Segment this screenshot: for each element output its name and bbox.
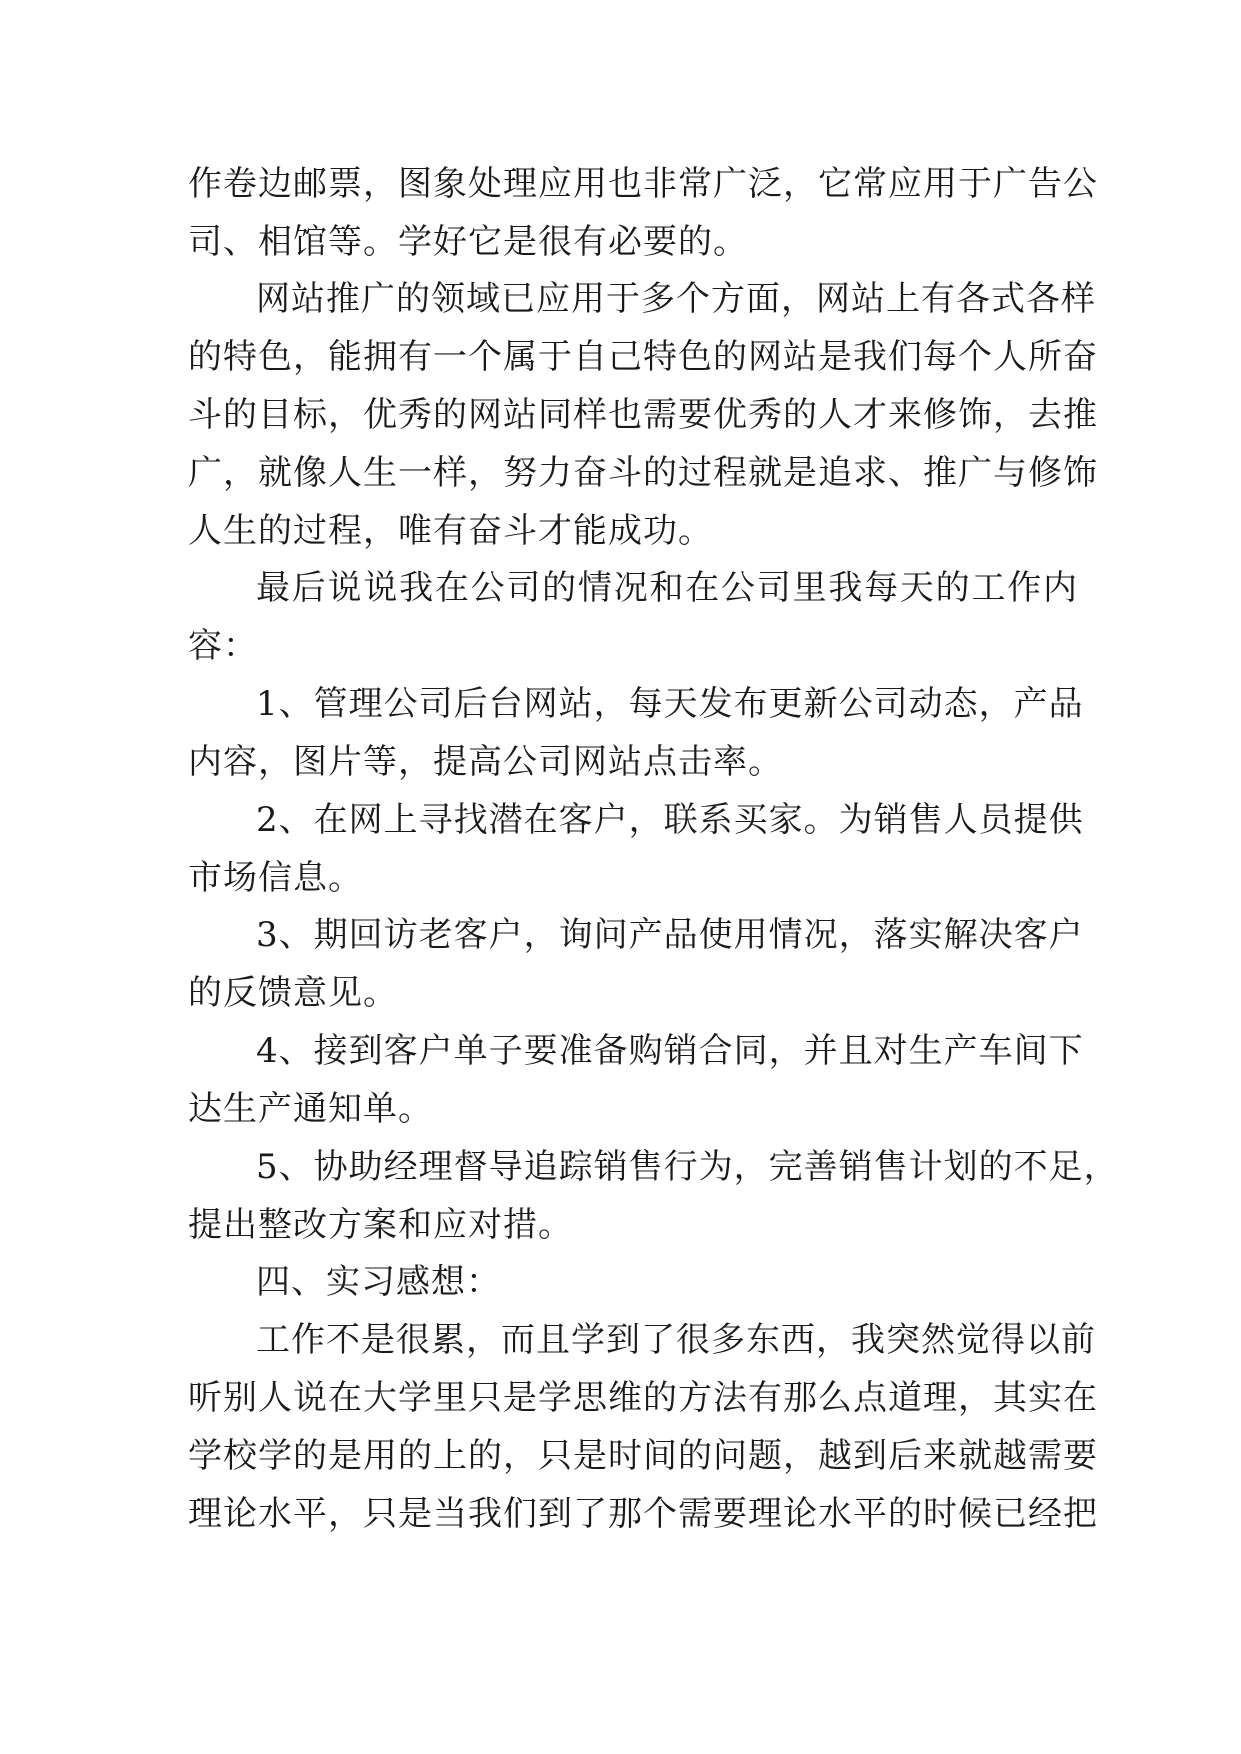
text-line: 1、管理公司后台网站，每天发布更新公司动态，产品 <box>256 684 1084 724</box>
text-line: 4、接到客户单子要准备购销合同，并且对生产车间下 <box>256 1031 1084 1071</box>
text-line: 达生产通知单。 <box>188 1089 433 1129</box>
text-line: 的反馈意见。 <box>188 973 398 1013</box>
section-heading: 四、实习感想： <box>256 1262 501 1302</box>
text-line: 最后说说我在公司的情况和在公司里我每天的工作内 <box>256 568 1078 608</box>
text-line: 理论水平，只是当我们到了那个需要理论水平的时候已经把 <box>188 1494 1098 1534</box>
text-line: 提出整改方案和应对措。 <box>188 1205 573 1245</box>
text-line: 广，就像人生一样，努力奋斗的过程就是追求、推广与修饰 <box>188 453 1098 493</box>
text-line: 工作不是很累，而且学到了很多东西，我突然觉得以前 <box>256 1320 1096 1360</box>
text-line: 2、在网上寻找潜在客户，联系买家。为销售人员提供 <box>256 800 1084 840</box>
text-line: 3、期回访老客户，询问产品使用情况，落实解决客户 <box>256 915 1084 955</box>
text-line: 学校学的是用的上的，只是时间的问题，越到后来就越需要 <box>188 1436 1098 1476</box>
text-line: 司、相馆等。学好它是很有必要的。 <box>188 222 748 262</box>
text-line: 5、协助经理督导追踪销售行为，完善销售计划的不足， <box>256 1147 1119 1187</box>
text-line: 市场信息。 <box>188 858 363 898</box>
text-line: 斗的目标，优秀的网站同样也需要优秀的人才来修饰，去推 <box>188 395 1098 435</box>
text-line: 作卷边邮票，图象处理应用也非常广泛，它常应用于广告公 <box>188 164 1098 204</box>
text-line: 人生的过程，唯有奋斗才能成功。 <box>188 511 713 551</box>
text-line: 网站推广的领域已应用于多个方面，网站上有各式各样 <box>256 279 1096 319</box>
text-line: 容： <box>188 626 258 666</box>
text-line: 听别人说在大学里只是学思维的方法有那么点道理，其实在 <box>188 1378 1098 1418</box>
text-line: 的特色，能拥有一个属于自己特色的网站是我们每个人所奋 <box>188 337 1098 377</box>
text-line: 内容，图片等，提高公司网站点击率。 <box>188 742 783 782</box>
